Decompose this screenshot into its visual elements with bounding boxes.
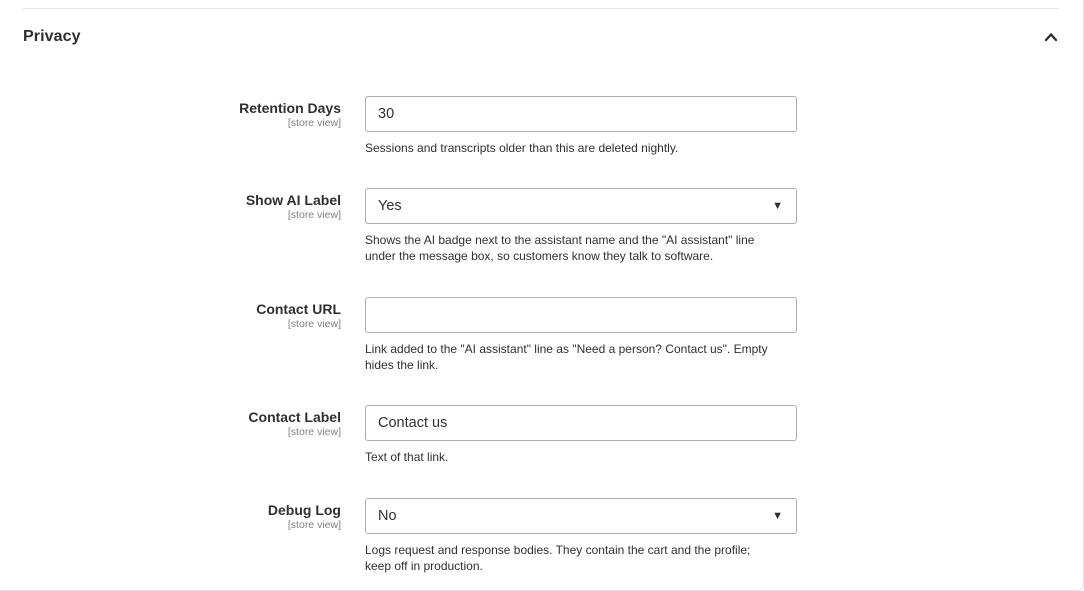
privacy-section-header[interactable] (23, 24, 1063, 50)
contact-label-input[interactable] (365, 405, 797, 441)
note-line: under the message box, so customers know they talk to software. (365, 249, 714, 263)
field-label: Retention Days (239, 100, 341, 116)
contact-url-input[interactable] (365, 297, 797, 333)
field-note: Sessions and transcripts older than this are deleted nightly. (365, 141, 679, 155)
note-line: keep off in production. (365, 559, 483, 573)
chevron-up-icon[interactable] (1044, 30, 1058, 44)
note-line: Shows the AI badge next to the assistant name and the "AI assistant" line (365, 233, 755, 247)
field-label: Contact URL (256, 301, 341, 317)
scope-label: [store view] (287, 318, 341, 330)
retention-days-input[interactable] (365, 96, 797, 132)
scope-label: [store view] (287, 519, 341, 531)
field-label: Contact Label (248, 409, 341, 425)
selected-value: No (378, 508, 397, 524)
note-line: hides the link. (365, 358, 439, 372)
scope-label: [store view] (287, 209, 341, 221)
selected-value: Yes (378, 198, 402, 214)
field-note (365, 341, 805, 373)
field-note (365, 232, 805, 264)
scope-label: [store view] (287, 426, 341, 438)
caret-down-icon: ▼ (772, 200, 783, 212)
scope-label: [store view] (287, 117, 341, 129)
note-line: Logs request and response bodies. They contain the cart and the profile; (365, 543, 751, 557)
debug-log-select[interactable] (365, 498, 797, 534)
field-label: Debug Log (267, 502, 341, 518)
note-line: Link added to the "AI assistant" line as "Need a person? Contact us". Empty (365, 342, 768, 356)
show-ai-label-select[interactable] (365, 188, 797, 224)
field-label: Show AI Label (245, 192, 341, 208)
section-title: Privacy (23, 28, 81, 45)
field-note (365, 542, 805, 574)
field-note: Text of that link. (365, 450, 449, 464)
section-divider (23, 8, 1059, 9)
caret-down-icon: ▼ (772, 510, 783, 522)
